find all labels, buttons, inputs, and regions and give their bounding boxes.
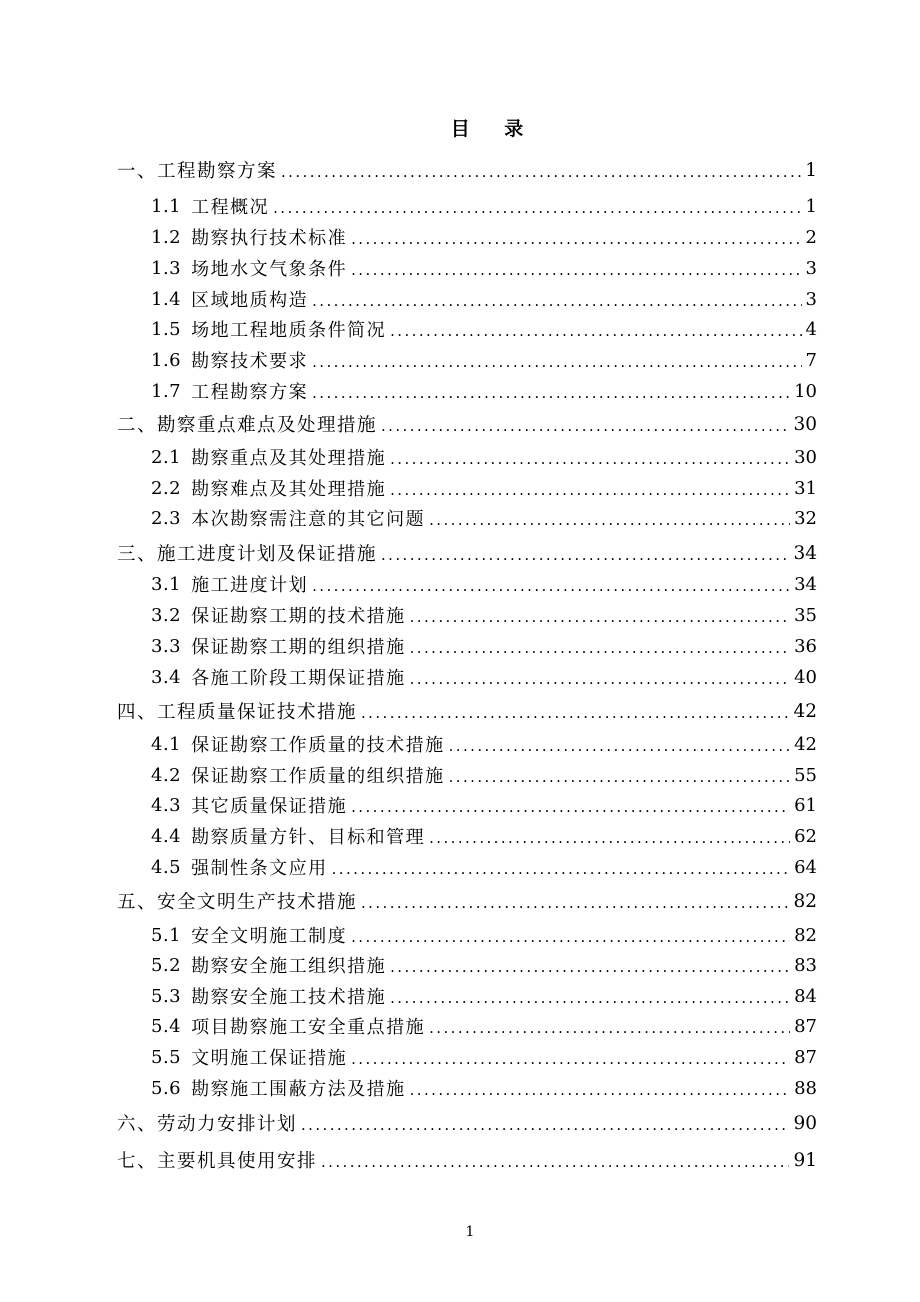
toc-entry-title: 工程概况 — [191, 197, 270, 218]
toc-leader-dots — [312, 289, 801, 310]
toc-leader-dots — [410, 605, 790, 626]
toc-entry-page: 84 — [794, 985, 817, 1007]
toc-leader-dots — [410, 1078, 790, 1099]
toc-leader-dots — [351, 258, 801, 279]
toc-entry-number: 2.1 — [151, 446, 182, 468]
toc-entry-page: 30 — [793, 413, 817, 435]
page-number: 1 — [465, 1224, 475, 1240]
toc-entry[interactable] — [0, 1011, 817, 1041]
toc-entry-page: 4 — [805, 318, 817, 340]
toc-entry-number: 2.3 — [151, 507, 182, 529]
toc-entry-title: 勘察技术要求 — [191, 351, 309, 372]
toc-entry-number: 1.2 — [151, 226, 182, 248]
toc-entry-title: 勘察重点及其处理措施 — [191, 448, 387, 469]
toc-entry-title: 二、勘察重点难点及处理措施 — [117, 415, 378, 436]
toc-entry-page: 88 — [794, 1077, 817, 1099]
toc-entry-title: 一、工程勘察方案 — [117, 161, 278, 182]
toc-leader-dots — [390, 955, 790, 976]
toc-entry-number: 4.2 — [151, 764, 182, 786]
toc-leader-dots — [381, 543, 789, 564]
toc-entry-title: 六、劳动力安排计划 — [117, 1114, 298, 1135]
toc-leader-dots — [429, 508, 790, 529]
toc-leader-dots — [281, 160, 801, 181]
toc-entry-page: 32 — [794, 507, 817, 529]
toc-entry-page: 62 — [794, 825, 817, 847]
toc-entry-title: 工程勘察方案 — [191, 382, 309, 403]
toc-leader-dots — [390, 319, 801, 340]
toc-entry[interactable] — [0, 600, 817, 630]
toc-entry-title: 三、施工进度计划及保证措施 — [117, 544, 378, 565]
toc-entry[interactable] — [0, 1042, 817, 1072]
toc-entry-number: 1.4 — [151, 288, 182, 310]
toc-entry[interactable] — [0, 473, 817, 503]
toc-entry-title: 勘察执行技术标准 — [191, 228, 348, 249]
toc-entry[interactable] — [0, 376, 817, 406]
toc-entry-page: 40 — [794, 666, 817, 688]
toc-entry[interactable] — [0, 155, 817, 185]
toc-entry[interactable] — [0, 662, 817, 692]
toc-entry-title: 五、安全文明生产技术措施 — [117, 892, 358, 913]
toc-entry-title: 七、主要机具使用安排 — [117, 1151, 318, 1172]
toc-entry-page: 10 — [794, 380, 817, 402]
toc-entry-number: 5.2 — [151, 954, 182, 976]
toc-leader-dots — [449, 734, 790, 755]
toc-entry-number: 5.3 — [151, 985, 182, 1007]
toc-leader-dots — [449, 765, 790, 786]
toc-entry-number: 1.1 — [151, 195, 182, 217]
toc-entry[interactable] — [0, 538, 817, 568]
toc-entry-page: 30 — [794, 446, 817, 468]
toc-entry[interactable] — [0, 314, 817, 344]
toc-entry-title: 保证勘察工作质量的组织措施 — [191, 766, 445, 787]
toc-leader-dots — [332, 857, 790, 878]
toc-entry-title: 勘察安全施工组织措施 — [191, 956, 387, 977]
toc-leader-dots — [390, 447, 790, 468]
toc-leader-dots — [312, 350, 801, 371]
toc-entry[interactable] — [0, 1145, 817, 1175]
toc-entry[interactable] — [0, 1073, 817, 1103]
toc-entry[interactable] — [0, 191, 817, 221]
toc-entry-page: 3 — [805, 257, 817, 279]
toc-entry-number: 3.2 — [151, 604, 182, 626]
toc-entry-title: 各施工阶段工期保证措施 — [191, 668, 406, 689]
toc-entry-title: 安全文明施工制度 — [191, 926, 348, 947]
toc-entry-number: 2.2 — [151, 477, 182, 499]
toc-entry-title: 本次勘察需注意的其它问题 — [191, 509, 426, 530]
toc-entry-page: 36 — [794, 635, 817, 657]
toc-entry[interactable] — [0, 950, 817, 980]
toc-entry-number: 3.1 — [151, 573, 182, 595]
toc-entry[interactable] — [0, 852, 817, 882]
toc-entry-title: 四、工程质量保证技术措施 — [117, 702, 358, 723]
toc-entry-page: 7 — [805, 349, 817, 371]
toc-entry-page: 82 — [793, 890, 817, 912]
toc-entry-title: 保证勘察工期的技术措施 — [191, 606, 406, 627]
toc-entry-page: 2 — [805, 226, 817, 248]
toc-entry-title: 保证勘察工作质量的技术措施 — [191, 735, 445, 756]
toc-leader-dots — [410, 667, 790, 688]
toc-entry-page: 87 — [794, 1046, 817, 1068]
toc-entry[interactable] — [0, 886, 817, 916]
toc-leader-dots — [429, 1016, 790, 1037]
toc-entry-number: 3.4 — [151, 666, 182, 688]
toc-entry-page: 1 — [805, 195, 817, 217]
toc-leader-dots — [321, 1150, 789, 1171]
toc-entry[interactable] — [0, 760, 817, 790]
toc-entry[interactable] — [0, 1108, 817, 1138]
toc-entry-number: 5.5 — [151, 1046, 182, 1068]
toc-entry-number: 1.3 — [151, 257, 182, 279]
toc-entry[interactable] — [0, 631, 817, 661]
toc-entry[interactable] — [0, 409, 817, 439]
toc-leader-dots — [361, 891, 789, 912]
toc-entry-page: 61 — [794, 794, 817, 816]
toc-leader-dots — [312, 381, 790, 402]
toc-entry-page: 34 — [793, 542, 817, 564]
toc-entry[interactable] — [0, 222, 817, 252]
toc-entry[interactable] — [0, 696, 817, 726]
toc-entry-number: 4.4 — [151, 825, 182, 847]
toc-entry-title: 其它质量保证措施 — [191, 796, 348, 817]
toc-entry-page: 34 — [794, 573, 817, 595]
toc-entry-title: 勘察安全施工技术措施 — [191, 987, 387, 1008]
toc-entry-title: 勘察质量方针、目标和管理 — [191, 827, 426, 848]
toc-entry-page: 1 — [805, 159, 817, 181]
toc-entry-page: 90 — [793, 1112, 817, 1134]
toc-entry[interactable] — [0, 729, 817, 759]
toc-entry-page: 64 — [794, 856, 817, 878]
toc-entry-title: 区域地质构造 — [191, 290, 309, 311]
toc-entry-number: 4.5 — [151, 856, 182, 878]
toc-entry-page: 31 — [794, 477, 817, 499]
toc-entry[interactable] — [0, 284, 817, 314]
toc-entry-number: 4.1 — [151, 733, 182, 755]
toc-leader-dots — [429, 826, 790, 847]
toc-entry-number: 1.6 — [151, 349, 182, 371]
toc-entry-number: 3.3 — [151, 635, 182, 657]
toc-entry-page: 55 — [794, 764, 817, 786]
toc-entry-title: 场地工程地质条件简况 — [191, 320, 387, 341]
toc-entry-number: 5.1 — [151, 924, 182, 946]
toc-entry-title: 施工进度计划 — [191, 575, 309, 596]
toc-entry-page: 91 — [793, 1149, 817, 1171]
toc-leader-dots — [351, 925, 790, 946]
toc-entry[interactable] — [0, 981, 817, 1011]
toc-entry-number: 5.6 — [151, 1077, 182, 1099]
toc-entry-page: 42 — [794, 733, 817, 755]
toc-entry[interactable] — [0, 345, 817, 375]
toc-entry-title: 勘察施工围蔽方法及措施 — [191, 1079, 406, 1100]
toc-entry-number: 1.5 — [151, 318, 182, 340]
toc-leader-dots — [273, 196, 801, 217]
toc-entry-title: 文明施工保证措施 — [191, 1048, 348, 1069]
toc-entry-title: 项目勘察施工安全重点措施 — [191, 1017, 426, 1038]
toc-entry[interactable] — [0, 503, 817, 533]
toc-entry-title: 勘察难点及其处理措施 — [191, 479, 387, 500]
toc-entry[interactable] — [0, 790, 817, 820]
toc-entry[interactable] — [0, 821, 817, 851]
toc-entry[interactable] — [0, 442, 817, 472]
toc-leader-dots — [381, 414, 789, 435]
toc-leader-dots — [301, 1113, 789, 1134]
toc-leader-dots — [351, 1047, 790, 1068]
toc-entry-number: 5.4 — [151, 1015, 182, 1037]
toc-leader-dots — [351, 227, 801, 248]
toc-entry-title: 保证勘察工期的组织措施 — [191, 637, 406, 658]
toc-entry[interactable] — [0, 569, 817, 599]
toc-entry-number: 1.7 — [151, 380, 182, 402]
toc-entry-page: 35 — [794, 604, 817, 626]
toc-entry[interactable] — [0, 253, 817, 283]
toc-leader-dots — [410, 636, 790, 657]
toc-leader-dots — [351, 795, 790, 816]
toc-entry-title: 场地水文气象条件 — [191, 259, 348, 280]
toc-entry-page: 3 — [805, 288, 817, 310]
toc-entry-title: 强制性条文应用 — [191, 858, 328, 879]
page-title: 目 录 — [450, 118, 538, 140]
toc-entry[interactable] — [0, 920, 817, 950]
toc-entry-page: 83 — [794, 954, 817, 976]
toc-leader-dots — [390, 478, 790, 499]
toc-leader-dots — [312, 574, 790, 595]
toc-entry-page: 42 — [793, 700, 817, 722]
toc-entry-page: 87 — [794, 1015, 817, 1037]
toc-leader-dots — [390, 986, 790, 1007]
toc-entry-number: 4.3 — [151, 794, 182, 816]
toc-leader-dots — [361, 701, 789, 722]
toc-entry-page: 82 — [794, 924, 817, 946]
